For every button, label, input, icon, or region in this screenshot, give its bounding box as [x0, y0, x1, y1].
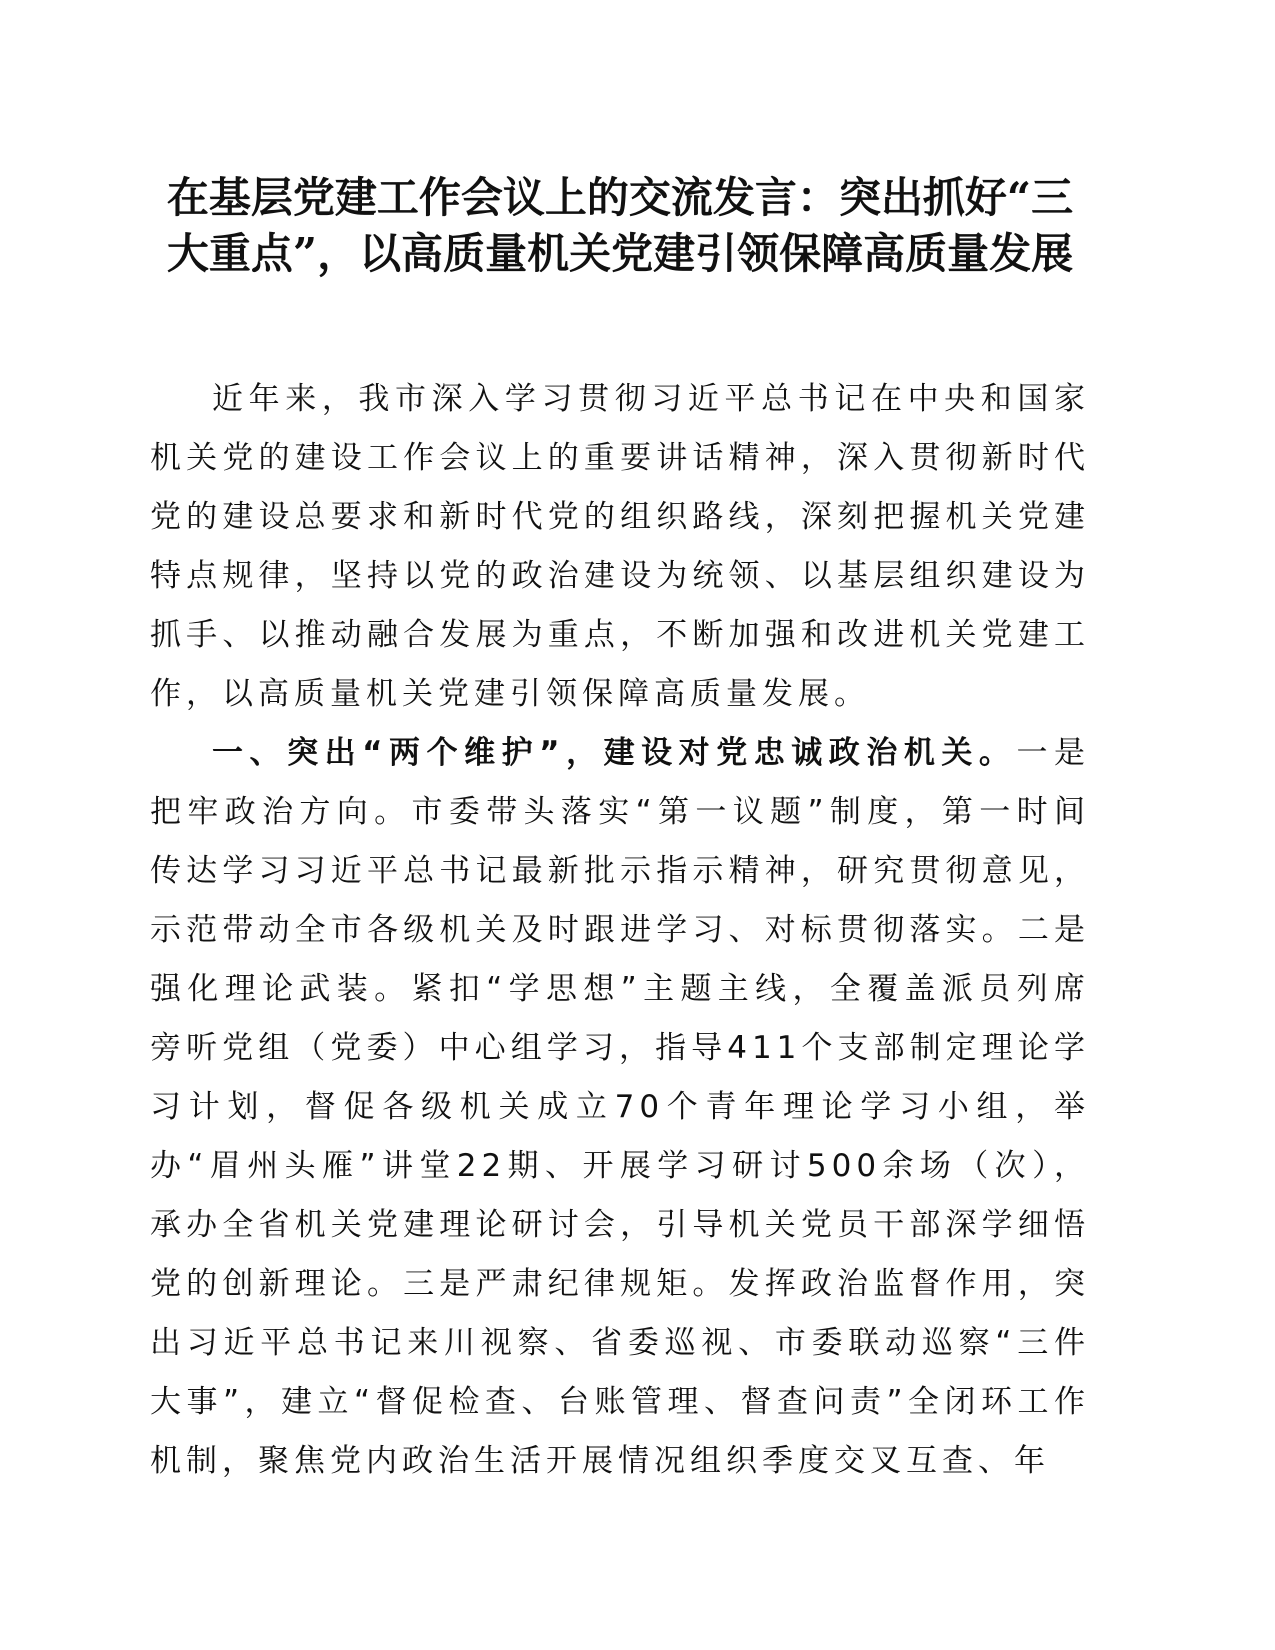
intro-paragraph: 近年来，我市深入学习贯彻习近平总书记在中央和国家机关党的建设工作会议上的重要讲话精神，深入贯彻新时代党的建设总要求和新时代党的组织路线，深刻把握机关党建特点规律，坚持以党的政治建设为统领、以基层组织建设为抓手、以推动融合发展为重点，不断加强和改进机关党建工作，以高质量机关党建引领保障高质量发展。: [150, 381, 1090, 712]
document-body: [150, 370, 1090, 1491]
section-one-paragraph: [150, 724, 1090, 1491]
section-one-heading: 一、突出“两个维护”，建设对党忠诚政治机关。: [212, 735, 1017, 771]
section-one-text: 一是把牢政治方向。市委带头落实“第一议题”制度，第一时间传达学习习近平总书记最新批示指示精神，研究贯彻意见，示范带动全市各级机关及时跟进学习、对标贯彻落实。二是强化理论武装。紧扣“学思想”主题主线，全覆盖派员列席旁听党组（党委）中心组学习，指导411个支部制定理论学习计划，督促各级机关成立70个青年理论学习小组，举办“眉州头雁”讲堂22期、开展学习研讨500余场（次），承办全省机关党建理论研讨会，引导机关党员干部深学细悟党的创新理论。三是严肃纪律规矩。发挥政治监督作用，突出习近平总书记来川视察、省委巡视、市委联动巡察“三件大事”，建立“督促检查、台账管理、督查问责”全闭环工作机制，聚焦党内政治生活开展情况组织季度交叉互查、年: [150, 735, 1091, 1479]
document-title: 在基层党建工作会议上的交流发言：突出抓好“三大重点”，以高质量机关党建引领保障高质量发展: [166, 173, 1074, 278]
